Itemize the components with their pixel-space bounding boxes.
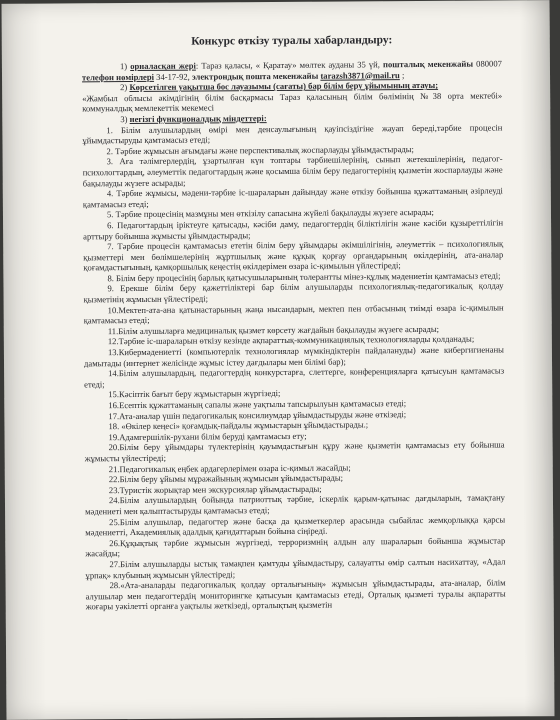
- duty-item: 24.Білім алушылардың бойында патриоттық тәрбие, іскерлік қарым-қатынас дағдыларын, тамақтану мәдениеті мен қалыптастыруды қамтамасыз етеді;: [85, 492, 506, 517]
- duty-item: 26.Құқықтық тәрбие жұмысын жүргізеді, терроризмнің алдын алу шараларын бойынша жұмыстар жасайды;: [85, 535, 506, 559]
- duty-item: 22.Білім беру ұйымы мұражайының жұмысын ұйымдастырады;: [108, 472, 344, 485]
- org-name: «Жамбыл облысы әкімдігінің білім басқармасы Тараз қаласының білім бөлімінің №38 орта мектебі» коммуналдық мемлекеттік мекемесі: [82, 90, 503, 114]
- duty-item: 10.Мектеп-ата-ана қатынастарының жаңа нысандарын, мектеп пен отбасының тиімді өзара іс-қимылын қамтамасыз етеді;: [83, 302, 504, 326]
- duty-item: 12.Тәрбие іс-шараларын өткізу кезінде ақпараттық-коммуникациялық технологияларды қолданады;: [107, 334, 475, 347]
- duties-label: негізгі функционалдық міндеттері:: [129, 113, 267, 124]
- page-edge-shadow-right: [519, 0, 554, 716]
- duty-item: 3. Аға тәлімгерлердің, ұзартылған күн топтары тәрбиешілерінің, сынып жетекшілерінің, педагог-психологтардың, әлеуметтік педагогтардың және қосымша білім беру педагогтерінің қызметін жоспарлауды және бақылауды жүзеге асырады;: [82, 153, 503, 188]
- intro-3-number: 3): [120, 114, 128, 125]
- email-address: tarazsh3871@mail.ru: [320, 69, 400, 81]
- phone-number: 34-17-92,: [156, 71, 190, 82]
- duty-item: 11.Білім алушыларға медициналық қызмет көрсету жағдайын бақылауды жүзеге асырады;: [107, 323, 440, 337]
- duty-item: 13.Кибермәдениетті (компьютерлік технологиялар мүмкіндіктерін пайдалануды) және кибергигиенаны дамытады (интернет желісінде жұмыс істеу дағдылары мен білімі бар);: [83, 344, 504, 368]
- duty-item: 28.«Ата-аналарды педагогикалық қолдау орталығының» жұмысын ұйымдастырады, ата-аналар, білім алушылар мен педагогтердің мониторингке қатысуын қамтамасыз етеді, Орталық қызметі туралы ақпаратты жоғары уәкілетті органға уақтылы жеткізеді, орталықтың қызметін: [85, 577, 506, 612]
- intro-2-number: 2): [120, 82, 128, 93]
- duty-item: 18. «Өкілер кеңесі» қоғамдық-пайдалы жұмыстарын ұйымдастырады.;: [108, 419, 369, 432]
- intro-location: [82, 58, 502, 82]
- duty-item: 2. Тәрбие жұмысын ағымдағы және перспективалық жоспарлауды ұйымдастырады;: [106, 143, 414, 156]
- duty-item: 21.Педагогикалық еңбек ардагерлерімен өзара іс-қимыл жасайды;: [108, 462, 351, 474]
- page-edge-shadow-left: [2, 4, 47, 720]
- duty-item: 27.Білім алушыларды ыстық тамақпен қамтуды ұйымдастыру, салауатты өмір салтын насихаттау, «Адал ұрпақ» клубының жұмысын үйлестіреді;: [85, 556, 506, 580]
- org-label: Көрсетілген уақытша бос лауазымы (сағаты) бар білім беру ұйымының атауы;: [129, 80, 439, 93]
- scanned-page: [2, 0, 555, 720]
- location-label: орналасқан жері: [130, 60, 196, 72]
- duty-item: 15.Кәсіптік бағыт беру жұмыстарын жүргізеді;: [108, 388, 281, 400]
- postal-label: пошталық мекенжайы: [382, 58, 474, 70]
- phone-label: телефон нөмірлері: [81, 71, 155, 82]
- document-body: [82, 14, 506, 612]
- duty-item: 5. Тәрбие процесінің мазмұны мен өткізілу сапасына жүйелі бақылауды жүзеге асырады;: [106, 207, 434, 220]
- duty-item: 14.Білім алушылардың, педагогтердің конкурстарға, слеттерге, конференцияларға қатысуын қамтамасыз етеді;: [84, 365, 505, 390]
- duty-item: 8. Білім беру процесінің барлық қатысушыларының толерантты мінез-құлық мәдениетін қамтамасыз етеді;: [107, 270, 501, 284]
- duty-item: 17.Ата-аналар үшін педагогикалық консилиумдар ұйымдастыруды және өткізеді;: [108, 408, 407, 421]
- duty-item: 23.Туристік жорықтар мен экскурсиялар ұйымдастырады;: [108, 483, 322, 495]
- duty-item: 16.Есептік құжаттаманың сапалы және уақтылы тапсырылуын қамтамасыз етеді;: [108, 398, 407, 411]
- duties-list: [82, 122, 505, 612]
- duty-item: 9. Ерекше білім беру қажеттіліктері бар білім алушыларды психологиялық-педагогикалық қолдау қызметінің жұмысын үйлестіреді;: [83, 280, 504, 305]
- intro-1-number: 1): [119, 61, 128, 72]
- intro-1-end: ;: [401, 69, 405, 80]
- location-text: : Тараз қаласы, « Қаратау» мөлтек ауданы 35 үй,: [195, 59, 380, 71]
- duty-item: 6. Педагогтардың іріктеуге қатысады, кәсіби даму, педагогтердің біліктілігін және кәсіби құзыреттілігін арттыру бойынша жұмысты ұйымдастырады;: [83, 217, 504, 241]
- document-title: Конкурс өткізу туралы хабарландыру:: [191, 34, 393, 48]
- duty-item: 4. Тәрбие жұмысы, мәдени-тәрбие іс-шараларын дайындау және өткізу бойынша құжаттаманың әзірлеуді қамтамасыз етеді;: [82, 185, 503, 210]
- duty-item: 1. Білім алушылардың өмірі мен денсаулығының қауіпсіздігіне жауап береді,тәрбие процесін ұйымдастыруды қамтамасыз етеді;: [82, 121, 503, 146]
- duty-item: 19.Адамгершілік-рухани білім беруді қамтамасыз ету;: [108, 430, 307, 442]
- duty-item: 20.Білім беру ұйымдары түлектерінің қауымдастығын құру және қызметін қамтамасыз ету бойынша жұмысты үйлестіреді;: [84, 439, 505, 464]
- duty-item: 7. Тәрбие процесін қамтамасыз ететін білім беру ұйымдары әкімшілігінің, әлеуметтік – психологиялық қызметтері мен бөлімшелерінің жұртшылық және құқық қорғау органдарының өкілдерінің, ата-аналар қоғамдастығының, қамқоршылық кеңестің өкілдерімен өзара іс-қимылын үйлестіреді;: [83, 238, 504, 273]
- postal-code: 080007: [476, 58, 502, 69]
- duty-item: 25.Білім алушылар, педагогтер және басқа да қызметкерлер арасында сыбайлас жемқорлыққа қарсы мәдениетті, Академиялық адалдық қағидаттарын бойына сіңіреді.: [85, 513, 506, 538]
- email-label: электрондық пошта мекенжайы: [191, 70, 319, 82]
